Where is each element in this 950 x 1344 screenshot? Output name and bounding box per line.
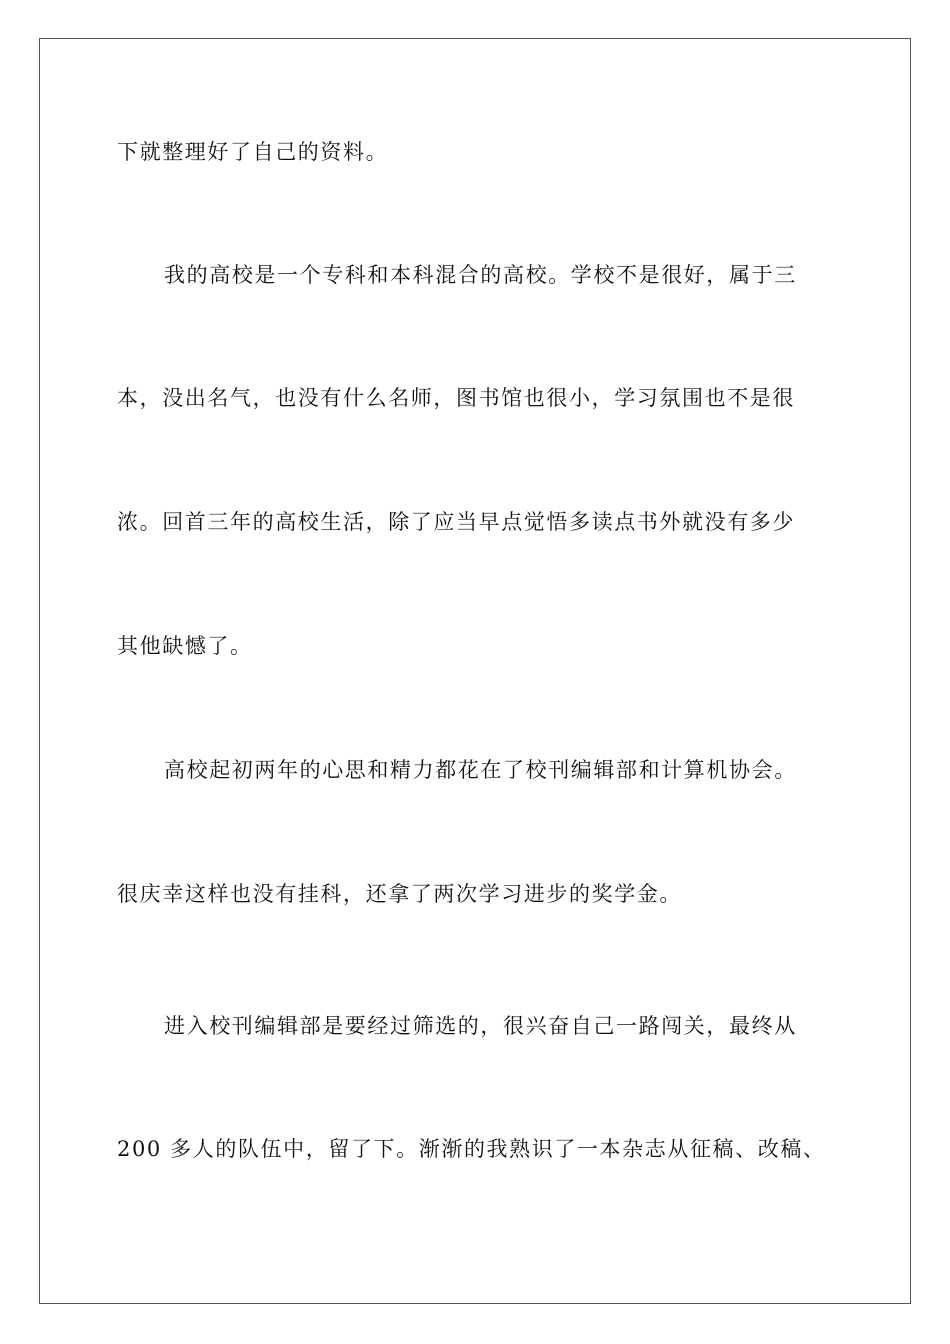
paragraph-first-line: 高校起初两年的心思和精力都花在了校刊编辑部和计算机协会。 bbox=[164, 758, 797, 782]
text-line: 很庆幸这样也没有挂科，还拿了两次学习进步的奖学金。 bbox=[117, 882, 682, 906]
text-line: 浓。回首三年的高校生活，除了应当早点觉悟多读点书外就没有多少 bbox=[117, 510, 795, 534]
text-line: 其他缺憾了。 bbox=[117, 634, 253, 658]
paragraph-first-line: 我的高校是一个专科和本科混合的高校。学校不是很好，属于三 bbox=[164, 263, 797, 287]
paragraph-first-line: 进入校刊编辑部是要经过筛选的，很兴奋自己一路闯关，最终从 bbox=[164, 1014, 797, 1038]
text-line: 200 多人的队伍中，留了下。渐渐的我熟识了一本杂志从征稿、改稿、 bbox=[117, 1137, 826, 1161]
page-border bbox=[39, 38, 911, 1304]
text-line: 本，没出名气，也没有什么名师，图书馆也很小，学习氛围也不是很 bbox=[117, 386, 795, 410]
text-line: 下就整理好了自己的资料。 bbox=[117, 140, 389, 164]
